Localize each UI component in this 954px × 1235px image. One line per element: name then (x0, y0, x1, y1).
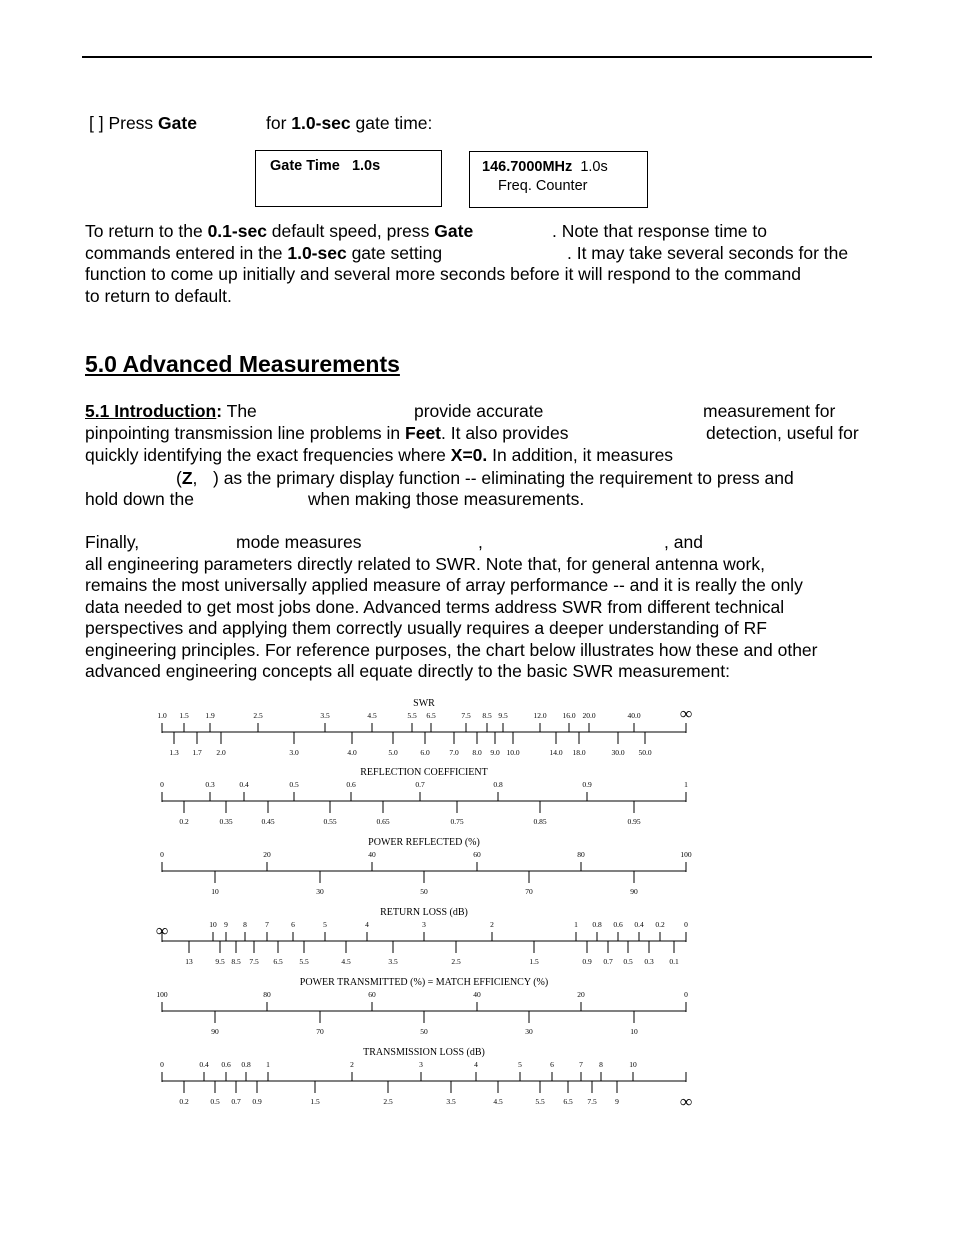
scale-lower-label: 7.0 (449, 748, 459, 757)
final-line3: remains the most universally applied measure of array performance -- and it is really the only (85, 575, 803, 595)
scale-lower-label: 0.7 (603, 957, 613, 966)
scale-upper-label: 9 (224, 920, 228, 929)
scale-upper-label: 0.7 (415, 780, 425, 789)
step-line: [ ] Press Gate (89, 113, 197, 133)
scale-upper-label: 1 (684, 780, 688, 789)
scale-lower-label: 9 (615, 1097, 619, 1106)
final-line1-c: , (478, 532, 483, 552)
scale-lower-label: 0.3 (644, 957, 654, 966)
final-line5: perspectives and applying them correctly usually requires a deeper understanding of RF (85, 618, 767, 638)
intro-line5: hold down the (85, 489, 194, 509)
scale-lower-label: 1.7 (192, 748, 202, 757)
scale-lower-label: 0.75 (450, 817, 464, 826)
scale-upper-label: 4.5 (367, 711, 377, 720)
scale-upper-label: 2 (490, 920, 494, 929)
scale-lower-label: 7.5 (587, 1097, 597, 1106)
scale-upper-label: 8 (599, 1060, 603, 1069)
final-line1-a: Finally, (85, 532, 140, 552)
scale-upper-label: 0.4 (634, 920, 644, 929)
step-line-rest: for 1.0-sec gate time: (266, 113, 433, 133)
intro-line5-end: when making those measurements. (308, 489, 585, 509)
scale-lower-label: 0.7 (231, 1097, 241, 1106)
scale-upper-label: 20 (577, 990, 585, 999)
return-para-line1-end: . Note that response time to (552, 221, 767, 241)
scale-lower-label: 90 (211, 1027, 219, 1036)
scale-upper-label: 0 (684, 990, 688, 999)
scale-lower-label: 13 (185, 957, 193, 966)
scale-upper-label: 80 (577, 850, 585, 859)
scale-lower-label: 7.5 (249, 957, 259, 966)
scale-upper-label: 2 (350, 1060, 354, 1069)
intro-line1-end: measurement for (703, 401, 836, 421)
gate-key: Gate (158, 113, 197, 133)
scale-upper-label: 7.5 (461, 711, 471, 720)
scale-lower-label: 0.55 (323, 817, 337, 826)
scale-lower-label: 2.0 (216, 748, 226, 757)
scale-upper-label: 10 (209, 920, 217, 929)
scale-title: TRANSMISSION LOSS (dB) (363, 1047, 485, 1058)
scale-lower-label: 0.1 (669, 957, 679, 966)
scale-upper-label: 20 (263, 850, 271, 859)
scale-upper-label: 0.4 (239, 780, 249, 789)
scale-upper-label: 7 (265, 920, 269, 929)
scale-upper-label: 2.5 (253, 711, 263, 720)
scale-lower-label: 4.5 (341, 957, 351, 966)
scale-upper-label: 100 (156, 990, 168, 999)
scale-lower-label: 0.2 (179, 817, 189, 826)
scale-upper-label: 0.8 (241, 1060, 251, 1069)
scale-upper-label: 40 (473, 990, 481, 999)
return-para-line3: function to come up initially and several more seconds before it will respond to the command (85, 264, 801, 284)
freq-gate: 1.0s (580, 159, 608, 175)
scale-upper-label: 1 (266, 1060, 270, 1069)
scale-upper-label: 3 (419, 1060, 423, 1069)
scale-upper-label: 0.2 (655, 920, 665, 929)
gate-time-label: Gate Time (270, 158, 340, 174)
scale-upper-label: 6 (291, 920, 295, 929)
scale-lower-label: 30 (316, 887, 324, 896)
scale-lower-label: 0.65 (376, 817, 390, 826)
scale-upper-label: 3 (422, 920, 426, 929)
scale-title: POWER REFLECTED (%) (368, 837, 480, 848)
scale-lower-label: 10.0 (506, 748, 520, 757)
scale-lower-label: 0.35 (219, 817, 233, 826)
scale-lower-label: 50 (420, 887, 428, 896)
scale-lower-label: 6.0 (420, 748, 430, 757)
scale-upper-label: 10 (629, 1060, 637, 1069)
infinity-symbol: ∞ (679, 704, 693, 723)
scale-lower-label: 5.5 (535, 1097, 545, 1106)
scale-upper-label: 1.9 (205, 711, 215, 720)
final-line7: advanced engineering concepts all equate directly to the basic SWR measurement: (85, 661, 730, 681)
scale-upper-label: 40.0 (627, 711, 641, 720)
scale-upper-label: 3.5 (320, 711, 330, 720)
final-line4: data needed to get most jobs done. Advanced terms address SWR from different technical (85, 597, 785, 617)
scale-upper-label: 0.4 (199, 1060, 209, 1069)
scale-lower-label: 10 (630, 1027, 638, 1036)
scale-upper-label: 100 (680, 850, 692, 859)
scale-lower-label: 0.2 (179, 1097, 189, 1106)
scale-lower-label: 9.5 (215, 957, 225, 966)
scale-upper-label: 1.5 (179, 711, 189, 720)
scale-lower-label: 0.5 (623, 957, 633, 966)
intro-line1: 5.1 Introduction: The (85, 401, 257, 421)
scale-upper-label: 9.5 (498, 711, 508, 720)
infinity-symbol: ∞ (155, 921, 169, 940)
return-para-line1: To return to the 0.1-sec default speed, press Gate (85, 221, 474, 241)
scale-upper-label: 40 (368, 850, 376, 859)
scale-lower-label: 30.0 (611, 748, 625, 757)
scale-lower-label: 3.5 (388, 957, 398, 966)
scale-upper-label: 6.5 (426, 711, 436, 720)
scale-lower-label: 0.9 (252, 1097, 262, 1106)
scale-lower-label: 1.3 (169, 748, 179, 757)
scale-lower-label: 4.0 (347, 748, 357, 757)
scale-lower-label: 0.85 (533, 817, 547, 826)
final-line1-d: , and (664, 532, 703, 552)
scale-upper-label: 0 (160, 780, 164, 789)
scale-upper-label: 0 (684, 920, 688, 929)
scale-lower-label: 0.95 (627, 817, 641, 826)
scale-lower-label: 0.9 (582, 957, 592, 966)
scale-lower-label: 10 (211, 887, 219, 896)
scale-lower-label: 1.5 (529, 957, 539, 966)
return-para-line2: commands entered in the 1.0-sec gate setting (85, 243, 443, 263)
intro-line4: (Z, (176, 468, 198, 488)
scale-upper-label: 4 (365, 920, 369, 929)
gate-time-value: 1.0s (351, 158, 381, 174)
scale-lower-label: 4.5 (493, 1097, 503, 1106)
scale-lower-label: 9.0 (490, 748, 500, 757)
scale-title: POWER TRANSMITTED (%) = MATCH EFFICIENCY (%) (299, 977, 549, 988)
scale-title: REFLECTION COEFFICIENT (360, 767, 488, 778)
scale-lower-label: 0.45 (261, 817, 275, 826)
scale-lower-label: 50 (420, 1027, 428, 1036)
scale-upper-label: 5.5 (407, 711, 417, 720)
scale-lower-label: 14.0 (549, 748, 563, 757)
intro-line4-end: ) as the primary display function -- eliminating the requirement to press and (213, 468, 794, 488)
intro-line3: quickly identifying the exact frequencies where X=0. In addition, it measures (85, 445, 674, 465)
scale-upper-label: 0.8 (592, 920, 602, 929)
return-para-line2-end: . It may take several seconds for the (567, 243, 849, 263)
scale-upper-label: 80 (263, 990, 271, 999)
scale-lower-label: 5.0 (388, 748, 398, 757)
return-para-line4: to return to default. (85, 286, 232, 306)
scale-upper-label: 0.6 (221, 1060, 231, 1069)
scale-lower-label: 18.0 (572, 748, 586, 757)
scale-upper-label: 0 (160, 1060, 164, 1069)
scale-upper-label: 8 (243, 920, 247, 929)
scale-lower-label: 90 (630, 887, 638, 896)
scale-upper-label: 0.6 (346, 780, 356, 789)
scale-upper-label: 1 (574, 920, 578, 929)
scale-lower-label: 8.5 (231, 957, 241, 966)
final-line6: engineering principles. For reference purposes, the chart below illustrates how these and other (85, 640, 818, 660)
scale-upper-label: 8.5 (482, 711, 492, 720)
scale-upper-label: 6 (550, 1060, 554, 1069)
scale-upper-label: 0.6 (613, 920, 623, 929)
scale-lower-label: 30 (525, 1027, 533, 1036)
scale-upper-label: 60 (473, 850, 481, 859)
scale-upper-label: 12.0 (533, 711, 547, 720)
scale-lower-label: 2.5 (383, 1097, 393, 1106)
scale-upper-label: 0.9 (582, 780, 592, 789)
freq-value: 146.7000MHz (482, 159, 573, 175)
scale-lower-label: 2.5 (451, 957, 461, 966)
scale-upper-label: 0.3 (205, 780, 215, 789)
scale-upper-label: 5 (518, 1060, 522, 1069)
final-line2: all engineering parameters directly related to SWR. Note that, for general antenna work, (85, 554, 765, 574)
scale-lower-label: 8.0 (472, 748, 482, 757)
scale-lower-label: 3.5 (446, 1097, 456, 1106)
scale-upper-label: 5 (323, 920, 327, 929)
scale-lower-label: 70 (316, 1027, 324, 1036)
scale-lower-label: 0.5 (210, 1097, 220, 1106)
intro-line1-mid: provide accurate (414, 401, 544, 421)
scale-lower-label: 6.5 (273, 957, 283, 966)
intro-label: 5.1 Introduction (85, 401, 217, 421)
scale-upper-label: 0.8 (493, 780, 503, 789)
scale-upper-label: 7 (579, 1060, 583, 1069)
freq-mode: Freq. Counter (498, 178, 588, 194)
scale-upper-label: 60 (368, 990, 376, 999)
intro-line2: pinpointing transmission line problems in Feet. It also provides (85, 423, 569, 443)
final-line1-b: mode measures (236, 532, 362, 552)
infinity-symbol: ∞ (679, 1092, 693, 1111)
scale-title: SWR (413, 698, 435, 709)
scale-lower-label: 70 (525, 887, 533, 896)
section-title: 5.0 Advanced Measurements (85, 351, 400, 377)
scale-upper-label: 16.0 (562, 711, 576, 720)
scale-lower-label: 5.5 (299, 957, 309, 966)
intro-line2-end: detection, useful for (706, 423, 859, 443)
scale-lower-label: 3.0 (289, 748, 299, 757)
scale-lower-label: 1.5 (310, 1097, 320, 1106)
scale-upper-label: 0 (160, 850, 164, 859)
scale-upper-label: 1.0 (157, 711, 167, 720)
scale-upper-label: 20.0 (582, 711, 596, 720)
scale-lower-label: 6.5 (563, 1097, 573, 1106)
scale-lower-label: 50.0 (638, 748, 652, 757)
scale-upper-label: 4 (474, 1060, 478, 1069)
scale-title: RETURN LOSS (dB) (380, 907, 468, 918)
scale-upper-label: 0.5 (289, 780, 299, 789)
